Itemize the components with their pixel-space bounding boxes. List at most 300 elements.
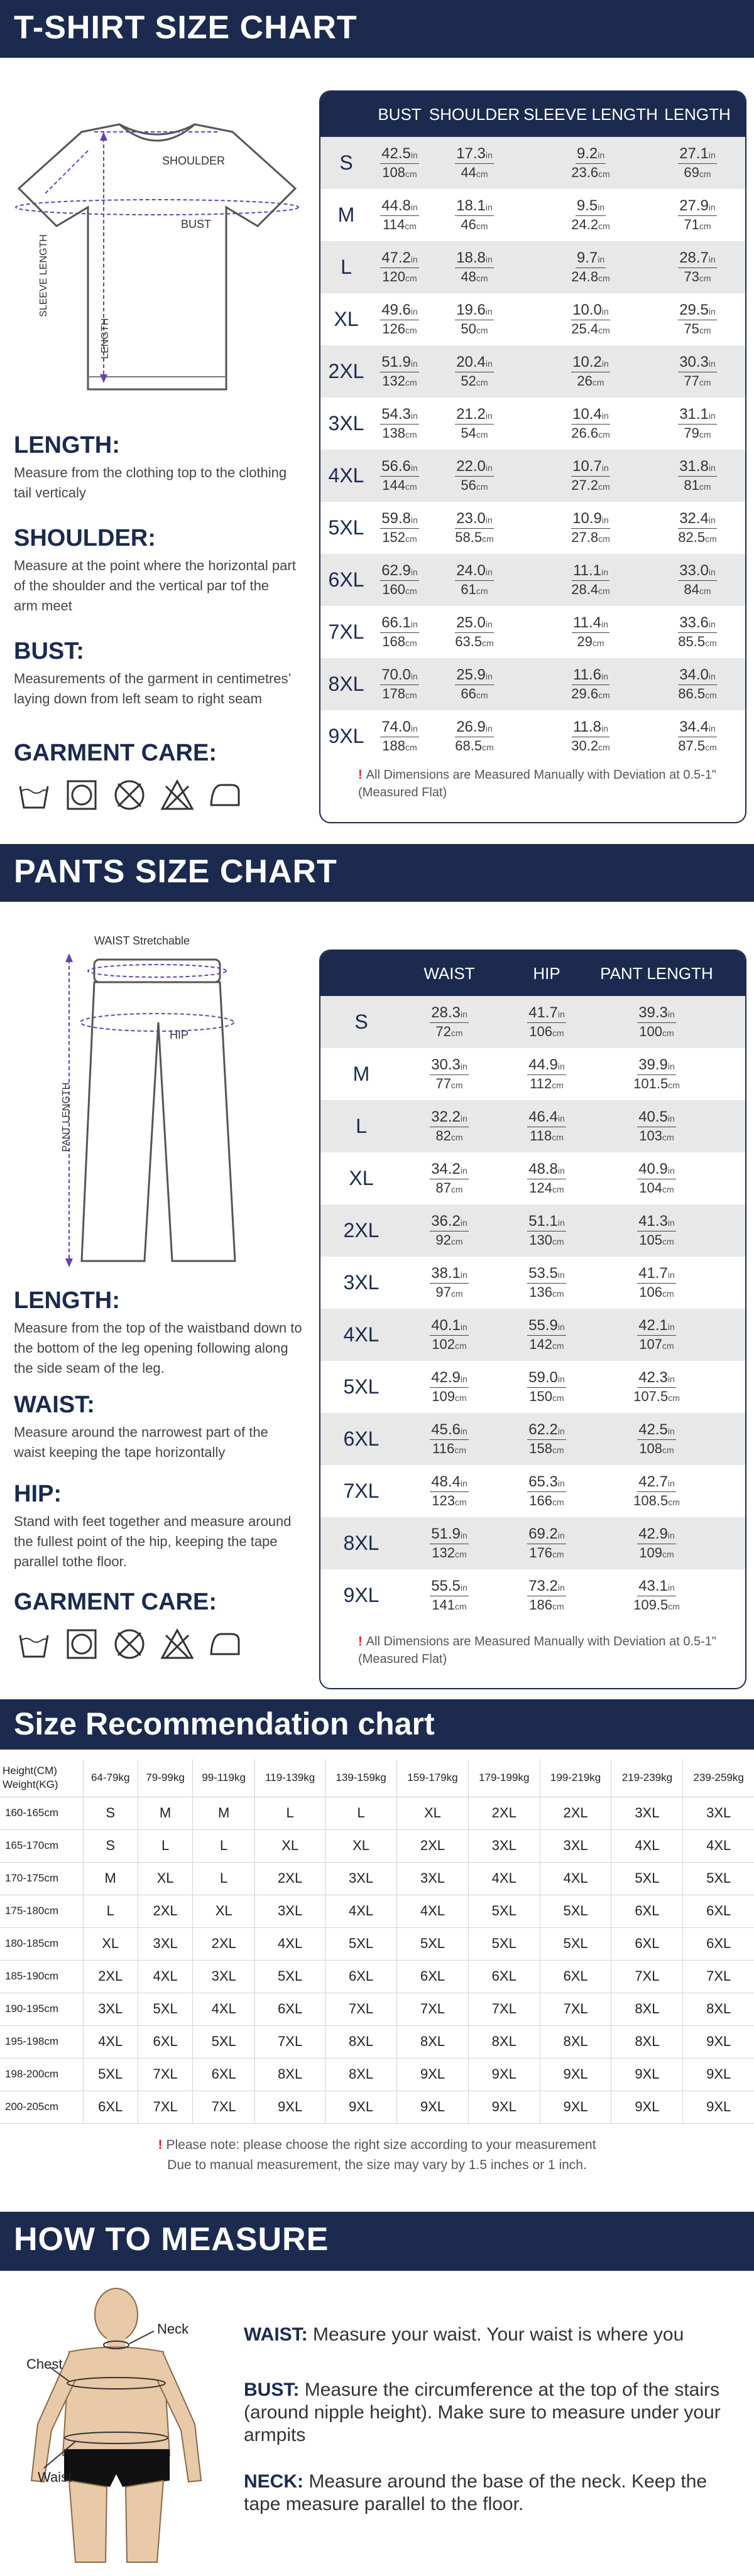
cm-value: 86.5cm <box>678 686 717 701</box>
size-row <box>320 345 745 398</box>
measurement-value <box>372 251 427 284</box>
weight-column-header: 79-99kg <box>138 1759 192 1797</box>
size-cell: 5XL <box>611 1862 683 1895</box>
size-cell: 2XL <box>468 1797 540 1829</box>
diagram-label-length: LENGTH <box>100 318 111 359</box>
table-row <box>0 2025 754 2058</box>
inch-value: 44.8in <box>380 198 419 216</box>
wash-icon <box>16 1626 52 1662</box>
size-label: 6XL <box>328 568 364 591</box>
figure-label-neck: Neck <box>157 2321 189 2337</box>
size-cell: 9XL <box>683 2091 754 2123</box>
inch-value: 11.4in <box>572 615 609 633</box>
inch-value: 9.7in <box>576 251 606 268</box>
column-header: HIP <box>533 963 560 983</box>
cm-value: 132cm <box>382 373 417 389</box>
size-cell: 8XL <box>540 2025 611 2058</box>
measurement-value <box>660 355 735 388</box>
table-row <box>0 1797 754 1829</box>
cm-value: 84cm <box>684 582 711 597</box>
inch-value: 42.9in <box>637 1527 676 1544</box>
measurement-value <box>597 1579 716 1612</box>
cm-value: 77cm <box>435 1076 463 1091</box>
size-row <box>320 1569 745 1621</box>
cm-value: 44cm <box>461 165 488 180</box>
measurement-value <box>522 459 660 492</box>
table-header <box>320 92 745 137</box>
size-cell: 8XL <box>397 2025 469 2058</box>
measurement-value <box>496 1005 597 1039</box>
size-cell: 4XL <box>397 1895 469 1927</box>
pants-banner-title: PANTS SIZE CHART <box>14 853 337 890</box>
inch-value: 34.0in <box>678 668 717 685</box>
size-cell: 9XL <box>540 2091 611 2123</box>
column-header: SLEEVE LENGTH <box>523 104 658 124</box>
size-cell: M <box>138 1797 192 1829</box>
cm-value: 107cm <box>639 1336 674 1352</box>
size-cell: 7XL <box>397 1993 469 2025</box>
size-cell: 8XL <box>255 2058 325 2091</box>
measurement-value <box>522 407 660 440</box>
cm-value: 141cm <box>432 1597 467 1613</box>
size-row <box>320 189 745 241</box>
size-row <box>320 710 745 762</box>
measurement-value <box>496 1214 597 1247</box>
size-label: 5XL <box>343 1375 380 1398</box>
inch-value: 66.1in <box>380 615 419 633</box>
cm-value: 27.8cm <box>571 529 610 545</box>
column-header: SHOULDER <box>429 104 520 124</box>
cm-value: 166cm <box>529 1493 564 1508</box>
how-to-measure-banner <box>0 2212 754 2271</box>
cm-value: 46cm <box>461 217 488 232</box>
inch-value: 18.8in <box>455 251 494 268</box>
inch-value: 73.2in <box>527 1579 566 1596</box>
cm-value: 79cm <box>684 425 711 441</box>
size-cell: 5XL <box>540 1927 611 1960</box>
inch-value: 40.9in <box>637 1162 676 1179</box>
inch-value: 34.2in <box>430 1162 469 1179</box>
cm-value: 25.4cm <box>571 321 610 337</box>
inch-value: 32.2in <box>430 1110 469 1127</box>
size-cell: 2XL <box>540 1797 611 1829</box>
cm-value: 132cm <box>432 1545 467 1561</box>
size-cell: XL <box>193 1895 255 1927</box>
size-cell: 8XL <box>611 2025 683 2058</box>
table-header <box>0 1759 754 1797</box>
diagram-label-pant-length: PANT LENGTH <box>61 1082 72 1152</box>
description-text: Measure from the top of the waistband down to the bottom of the leg opening following along the side seam of the leg. <box>14 1320 302 1376</box>
inch-value: 53.5in <box>527 1266 566 1284</box>
size-cell: 6XL <box>138 2025 192 2058</box>
size-cell: 7XL <box>193 2091 255 2123</box>
tumble-dry-icon <box>64 1626 99 1662</box>
size-row <box>320 1257 745 1309</box>
description-text: Stand with feet together and measure around the fullest point of the hip, keeping the tape parallel tothe floor. <box>14 1513 292 1569</box>
measurement-value <box>402 1475 496 1508</box>
measurement-value <box>660 146 735 180</box>
inch-value: 69.2in <box>527 1527 566 1544</box>
weight-column-header: 119-139kg <box>255 1759 325 1797</box>
measurement-value <box>660 668 735 701</box>
section-heading: LENGTH: <box>14 432 120 458</box>
cm-value: 77cm <box>684 373 711 389</box>
size-cell: 6XL <box>683 1895 754 1927</box>
cm-value: 109cm <box>639 1545 674 1561</box>
diagram-label-waist: WAIST Stretchable <box>94 934 190 947</box>
how-to-measure-title: HOW TO MEASURE <box>14 2221 329 2258</box>
weight-column-header: 139-159kg <box>325 1759 397 1797</box>
size-cell: 9XL <box>255 2091 325 2123</box>
measurement-value <box>597 1110 716 1143</box>
size-row <box>320 554 745 606</box>
size-row <box>320 1204 745 1257</box>
size-label: 6XL <box>343 1427 380 1450</box>
inch-value: 26.9in <box>455 720 494 737</box>
measurement-value <box>402 1005 496 1039</box>
cm-value: 160cm <box>382 582 417 597</box>
column-header: WAIST <box>423 963 475 983</box>
cm-value: 124cm <box>529 1180 564 1196</box>
cm-value: 188cm <box>382 738 417 754</box>
size-cell: 6XL <box>611 1895 683 1927</box>
cm-value: 109.5cm <box>633 1597 680 1613</box>
size-recommendation-table <box>0 1759 754 2124</box>
measurement-value <box>597 1422 716 1456</box>
recommendation-note <box>0 2135 754 2175</box>
inch-value: 21.2in <box>455 407 494 425</box>
note-text: All Dimensions are Measured Manually with Deviation at 0.5-1"(Measured Flat) <box>358 768 717 799</box>
measurement-value <box>522 355 660 388</box>
measurement-value <box>660 720 735 753</box>
size-label: 4XL <box>328 464 364 487</box>
inch-value: 18.1in <box>455 198 494 216</box>
column-header: LENGTH <box>664 104 731 124</box>
inch-value: 10.0in <box>571 303 610 320</box>
size-cell: 5XL <box>468 1895 540 1927</box>
height-cell: 160-165cm <box>0 1797 83 1829</box>
inch-value: 34.4in <box>678 720 717 737</box>
column-header: BUST <box>378 104 422 124</box>
height-cell: 195-198cm <box>0 2025 83 2058</box>
size-cell: 5XL <box>193 2025 255 2058</box>
table-row <box>0 2058 754 2091</box>
cm-value: 102cm <box>432 1336 467 1352</box>
pants-waist-desc <box>14 1392 303 1463</box>
measure-text: Measure your waist. Your waist is where you <box>313 2324 684 2345</box>
cm-value: 118cm <box>530 1128 564 1144</box>
measurement-value <box>597 1005 716 1039</box>
measurement-value <box>660 407 735 440</box>
size-cell: 9XL <box>611 2058 683 2091</box>
tshirt-care-icons <box>16 777 243 813</box>
description-text: Measure at the point where the horizontal part of the shoulder and the vertical par tof the arm meet <box>14 558 296 614</box>
tshirt-size-table <box>319 90 746 823</box>
size-label: 2XL <box>328 360 364 382</box>
cm-value: 54cm <box>461 425 488 441</box>
cm-value: 123cm <box>432 1493 467 1508</box>
measure-neck <box>244 2470 740 2516</box>
size-cell: 9XL <box>683 2025 754 2058</box>
inch-value: 25.9in <box>455 668 494 685</box>
description-text: Measure around the narrowest part of the waist keeping the tape horizontally <box>14 1424 268 1460</box>
inch-value: 27.9in <box>678 198 717 216</box>
size-cell: XL <box>397 1797 469 1829</box>
tumble-dry-icon <box>64 777 99 813</box>
size-row <box>320 1152 745 1204</box>
tshirt-banner <box>0 0 754 58</box>
cm-value: 69cm <box>684 165 711 180</box>
cm-value: 103cm <box>639 1128 674 1144</box>
size-cell: 4XL <box>83 2025 138 2058</box>
size-cell: 3XL <box>193 1960 255 1993</box>
cm-value: 106cm <box>639 1284 674 1300</box>
body-figure <box>13 2273 220 2568</box>
recommendation-banner-title: Size Recommendation chart <box>14 1706 435 1741</box>
size-cell: 9XL <box>397 2091 469 2123</box>
size-cell: 7XL <box>611 1960 683 1993</box>
tshirt-bust-desc <box>14 638 297 709</box>
inch-value: 9.2in <box>576 146 606 164</box>
measurement-value <box>660 251 735 284</box>
iron-icon <box>207 777 243 813</box>
measurement-value <box>597 1214 716 1247</box>
inch-value: 31.1in <box>678 407 717 425</box>
section-heading: GARMENT CARE: <box>14 1589 217 1615</box>
size-cell: 6XL <box>468 1960 540 1993</box>
size-cell: 5XL <box>468 1927 540 1960</box>
measurement-value <box>522 251 660 284</box>
diagram-label-hip: HIP <box>170 1029 189 1041</box>
inch-value: 49.6in <box>380 303 419 320</box>
size-cell: 6XL <box>193 2058 255 2091</box>
inch-value: 42.5in <box>637 1422 676 1440</box>
inch-value: 59.8in <box>380 511 419 529</box>
size-cell: 7XL <box>683 1960 754 1993</box>
cm-value: 75cm <box>684 321 711 337</box>
table-row <box>0 1829 754 1862</box>
measurement-value <box>427 198 522 232</box>
cm-value: 56cm <box>461 477 488 493</box>
measurement-value <box>372 303 427 336</box>
size-cell: 7XL <box>138 2091 192 2123</box>
size-cell: L <box>325 1797 397 1829</box>
inch-value: 11.1in <box>572 563 609 581</box>
size-cell: 4XL <box>138 1960 192 1993</box>
size-label: 9XL <box>343 1584 380 1606</box>
table-row <box>0 2091 754 2123</box>
section-heading: SHOULDER: <box>14 525 156 551</box>
height-cell: 185-190cm <box>0 1960 83 1993</box>
cm-value: 178cm <box>382 686 417 701</box>
measurement-value <box>522 720 660 753</box>
size-row <box>320 1309 745 1361</box>
height-cell: 190-195cm <box>0 1993 83 2025</box>
table-row <box>0 1927 754 1960</box>
cm-value: 108cm <box>382 165 417 180</box>
cm-value: 186cm <box>529 1597 564 1613</box>
note-text: Please note: please choose the right size according to your measurement <box>166 2138 596 2152</box>
inch-value: 55.9in <box>527 1318 566 1336</box>
inch-value: 10.9in <box>571 511 610 529</box>
inch-value: 43.1in <box>637 1579 676 1596</box>
measurement-value <box>402 1318 496 1351</box>
cm-value: 52cm <box>461 373 488 389</box>
inch-value: 74.0in <box>380 720 419 737</box>
cm-value: 81cm <box>684 477 711 493</box>
size-label: L <box>341 256 352 278</box>
measurement-value <box>427 303 522 336</box>
inch-value: 17.3in <box>455 146 494 164</box>
size-label: M <box>337 203 355 226</box>
no-bleach-icon <box>160 777 195 813</box>
size-cell: L <box>193 1829 255 1862</box>
size-cell: 5XL <box>325 1927 397 1960</box>
recommendation-banner <box>0 1699 754 1750</box>
inch-value: 51.1in <box>527 1214 566 1231</box>
table-body <box>320 996 745 1621</box>
measurement-value <box>496 1162 597 1195</box>
size-label: 2XL <box>343 1219 380 1242</box>
inch-value: 48.4in <box>430 1475 469 1492</box>
size-cell: 4XL <box>611 1829 683 1862</box>
size-cell: 5XL <box>540 1895 611 1927</box>
measurement-value <box>402 1058 496 1091</box>
cm-value: 50cm <box>461 321 488 337</box>
inch-value: 30.3in <box>678 355 717 372</box>
size-cell: 3XL <box>83 1993 138 2025</box>
inch-value: 41.7in <box>527 1005 566 1023</box>
size-row <box>320 137 745 189</box>
measure-waist <box>244 2324 740 2346</box>
inch-value: 47.2in <box>380 251 419 268</box>
size-cell: 2XL <box>83 1960 138 1993</box>
weight-column-header: 199-219kg <box>540 1759 611 1797</box>
size-row <box>320 1100 745 1152</box>
height-cell: 175-180cm <box>0 1895 83 1927</box>
size-cell: S <box>83 1829 138 1862</box>
measurement-value <box>496 1058 597 1091</box>
measurement-value <box>597 1058 716 1091</box>
inch-value: 31.8in <box>678 459 717 477</box>
inch-value: 20.4in <box>455 355 494 372</box>
size-label: 4XL <box>343 1323 380 1346</box>
cm-value: 105cm <box>639 1232 674 1248</box>
measurement-value <box>372 511 427 544</box>
pants-banner <box>0 844 754 902</box>
measurement-value <box>597 1162 716 1195</box>
cm-value: 142cm <box>529 1336 564 1352</box>
inch-value: 24.0in <box>455 563 494 581</box>
size-cell: XL <box>255 1829 325 1862</box>
size-cell: 5XL <box>683 1862 754 1895</box>
measurement-value <box>660 563 735 597</box>
measurement-value <box>660 303 735 336</box>
size-cell: 8XL <box>611 1993 683 2025</box>
inch-value: 28.3in <box>430 1005 469 1023</box>
weight-column-header: 159-179kg <box>397 1759 469 1797</box>
size-row <box>320 293 745 345</box>
measurement-value <box>496 1422 597 1456</box>
weight-column-header: 239-259kg <box>683 1759 754 1797</box>
size-row <box>320 1465 745 1517</box>
inch-value: 40.5in <box>637 1110 676 1127</box>
inch-value: 65.3in <box>527 1475 566 1492</box>
size-cell: 4XL <box>683 1829 754 1862</box>
size-label: XL <box>334 308 359 330</box>
size-cell: 9XL <box>540 2058 611 2091</box>
tshirt-shoulder-desc <box>14 525 297 616</box>
cm-value: 100cm <box>639 1024 674 1039</box>
height-cell: 165-170cm <box>0 1829 83 1862</box>
inch-value: 10.4in <box>571 407 610 425</box>
inch-value: 10.2in <box>571 355 610 372</box>
cm-value: 120cm <box>382 269 417 284</box>
measurement-value <box>372 146 427 180</box>
corner-cell <box>0 1759 83 1797</box>
inch-value: 19.6in <box>455 303 494 320</box>
height-cell: 200-205cm <box>0 2091 83 2123</box>
size-label: 5XL <box>328 516 364 539</box>
size-cell: 7XL <box>255 2025 325 2058</box>
measurement-value <box>372 720 427 753</box>
size-cell: 5XL <box>138 1993 192 2025</box>
measurement-value <box>402 1214 496 1247</box>
size-cell: M <box>193 1797 255 1829</box>
size-cell: 8XL <box>325 2025 397 2058</box>
measurement-value <box>372 198 427 232</box>
inch-value: 33.6in <box>678 615 717 633</box>
cm-value: 138cm <box>382 425 417 441</box>
section-heading: HIP: <box>14 1481 62 1507</box>
alert-icon: ! <box>158 2138 163 2152</box>
size-label: XL <box>349 1167 374 1189</box>
size-row <box>320 1048 745 1100</box>
size-cell: 4XL <box>255 1927 325 1960</box>
figure-label-chest: Chest <box>26 2356 63 2372</box>
size-row <box>320 1413 745 1465</box>
measurement-value <box>496 1266 597 1299</box>
measurement-value <box>496 1318 597 1351</box>
height-cell: 198-200cm <box>0 2058 83 2091</box>
inch-value: 41.7in <box>637 1266 676 1284</box>
inch-value: 36.2in <box>430 1214 469 1231</box>
cm-value: 109cm <box>432 1388 467 1404</box>
size-row <box>320 658 745 710</box>
no-dry-clean-icon <box>112 1626 147 1662</box>
size-cell: M <box>83 1862 138 1895</box>
size-label: M <box>352 1063 370 1085</box>
measurement-value <box>597 1527 716 1560</box>
cm-value: 58.5cm <box>455 529 494 545</box>
size-cell: 4XL <box>193 1993 255 2025</box>
inch-value: 39.9in <box>637 1058 676 1075</box>
cm-value: 150cm <box>529 1388 564 1404</box>
cm-value: 136cm <box>529 1284 564 1300</box>
measurement-value <box>660 615 735 649</box>
no-bleach-icon <box>160 1626 195 1662</box>
cm-value: 158cm <box>529 1441 564 1456</box>
height-cell: 170-175cm <box>0 1862 83 1895</box>
measurement-value <box>597 1370 716 1404</box>
size-row <box>320 1361 745 1413</box>
cm-value: 26cm <box>577 373 604 389</box>
cm-value: 29.6cm <box>571 686 610 701</box>
size-cell: 3XL <box>397 1862 469 1895</box>
size-cell: 3XL <box>325 1862 397 1895</box>
inch-value: 42.3in <box>637 1370 676 1388</box>
size-cell: 9XL <box>397 2058 469 2091</box>
